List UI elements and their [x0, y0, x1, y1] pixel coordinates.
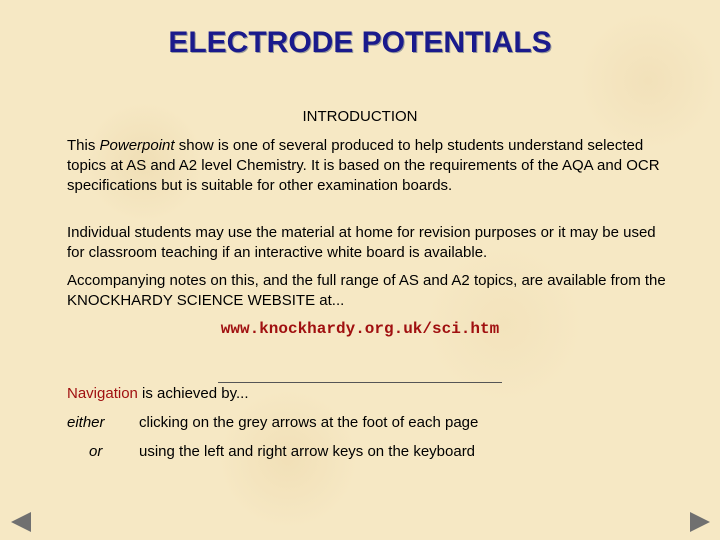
intro-text-start: This	[67, 137, 100, 154]
navigation-intro	[67, 384, 249, 404]
section-heading: INTRODUCTION	[302, 108, 418, 125]
option-either-text: clicking on the grey arrows at the foot of each page	[139, 414, 479, 431]
intro-text-italic: Powerpoint	[99, 137, 175, 154]
navigation-word: Navigation	[67, 385, 138, 402]
intro-text-end: show is one of several produced to help students understand selected topics at AS and A2 level Chemistry. It is based on the requirements of the AQA and OCR specifications but is suitable for other examination boards.	[67, 137, 660, 194]
option-either-label: either	[67, 414, 105, 431]
option-or-label: or	[89, 443, 103, 460]
navigation-rest: is achieved by...	[137, 385, 249, 402]
usage-paragraph: Individual students may use the material at home for revision purposes or it may be used for classroom teaching if an interactive white board is available.	[67, 224, 656, 261]
intro-paragraph	[67, 136, 667, 196]
triangle-right-icon[interactable]	[690, 512, 710, 532]
slide-title: ELECTRODE POTENTIALS	[168, 26, 552, 59]
notes-paragraph: Accompanying notes on this, and the full range of AS and A2 topics, are available from the KNOCKHARDY SCIENCE WEBSITE at...	[67, 272, 666, 309]
option-or-text: using the left and right arrow keys on the keyboard	[139, 443, 476, 460]
triangle-left-icon[interactable]	[11, 512, 31, 532]
divider-line	[218, 382, 502, 383]
website-url: www.knockhardy.org.uk/sci.htm	[220, 320, 500, 338]
